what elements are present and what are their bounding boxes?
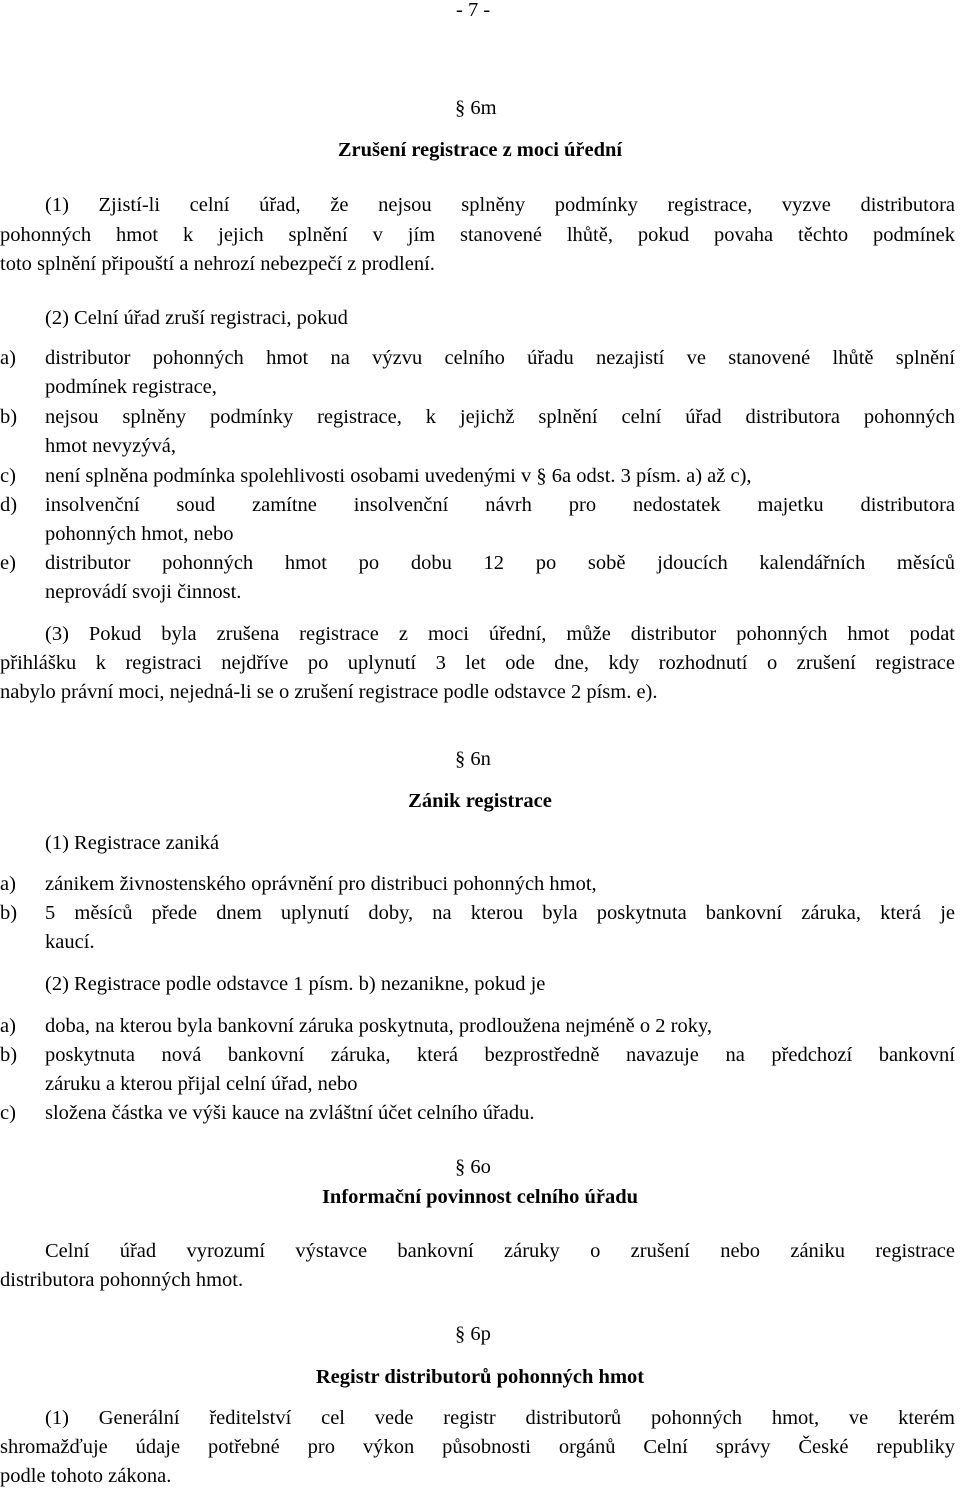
- list-item-text-cont: kaucí.: [45, 931, 95, 953]
- s6p-p-line1: (1) Generální ředitelství cel vede registr distributorů pohonných hmot, ve kterém: [45, 1407, 955, 1429]
- s6n-p2-intro: (2) Registrace podle odstavce 1 písm. b) nezanikne, pokud je: [45, 973, 546, 995]
- list-marker: a): [0, 347, 16, 369]
- list-item-text: doba, na kterou byla bankovní záruka poskytnuta, prodloužena nejméně o 2 roky,: [45, 1015, 713, 1037]
- list-item-text-cont: záruku a kterou přijal celní úřad, nebo: [45, 1073, 358, 1095]
- section-6m-heading: § 6m: [455, 97, 497, 119]
- s6p-p-line2: shromažďuje údaje potřebné pro výkon působnosti orgánů Celní správy České republiky: [0, 1436, 955, 1458]
- s6m-p1-line1: (1) Zjistí-li celní úřad, že nejsou splněny podmínky registrace, vyzve distributora: [45, 194, 955, 216]
- section-6n-title: Zánik registrace: [408, 790, 552, 812]
- s6o-p-line2: distributora pohonných hmot.: [0, 1269, 244, 1291]
- section-6p-title: Registr distributorů pohonných hmot: [315, 1366, 645, 1388]
- list-item-text-cont: neprovádí svoji činnost.: [45, 581, 242, 603]
- s6m-p2-intro: (2) Celní úřad zruší registraci, pokud: [45, 307, 348, 329]
- list-marker: a): [0, 1015, 16, 1037]
- s6o-p-line1: Celní úřad vyrozumí výstavce bankovní záruky o zrušení nebo zániku registrace: [45, 1240, 955, 1262]
- list-marker: a): [0, 873, 16, 895]
- s6m-p3-line2: přihlášku k registraci nejdříve po uplynutí 3 let ode dne, kdy rozhodnutí o zrušení registrace: [0, 652, 955, 674]
- list-marker: b): [0, 902, 18, 924]
- page-number: - 7 -: [456, 0, 491, 21]
- s6m-p3-line1: (3) Pokud byla zrušena registrace z moci úřední, může distributor pohonných hmot podat: [45, 623, 955, 645]
- list-item-text: insolvenční soud zamítne insolvenční návrh pro nedostatek majetku distributora: [45, 494, 955, 516]
- list-item-text-cont: podmínek registrace,: [45, 376, 217, 398]
- section-6n-heading: § 6n: [455, 748, 491, 770]
- list-item-text: 5 měsíců přede dnem uplynutí doby, na kterou byla poskytnuta bankovní záruka, která je: [45, 902, 955, 924]
- s6m-p1-line3: toto splnění připouští a nehrozí nebezpečí z prodlení.: [0, 253, 435, 275]
- list-item-text: distributor pohonných hmot po dobu 12 po sobě jdoucích kalendářních měsíců: [45, 552, 955, 574]
- list-marker: c): [0, 1102, 16, 1124]
- s6m-p3-line3: nabylo právní moci, nejedná-li se o zrušení registrace podle odstavce 2 písm. e).: [0, 681, 658, 703]
- list-item-text: zánikem živnostenského oprávnění pro distribuci pohonných hmot,: [45, 873, 597, 895]
- list-item-text-cont: pohonných hmot, nebo: [45, 523, 234, 545]
- s6m-p1-line2: pohonných hmot k jejich splnění v jím stanovené lhůtě, pokud povaha těchto podmínek: [0, 224, 955, 246]
- s6n-p1-intro: (1) Registrace zaniká: [45, 832, 220, 854]
- list-marker: c): [0, 465, 16, 487]
- list-item-text: poskytnuta nová bankovní záruka, která bezprostředně navazuje na předchozí bankovní: [45, 1044, 955, 1066]
- list-item-text: distributor pohonných hmot na výzvu celního úřadu nezajistí ve stanovené lhůtě splnění: [45, 347, 955, 369]
- section-6p-heading: § 6p: [455, 1323, 491, 1345]
- list-marker: e): [0, 552, 16, 574]
- list-marker: b): [0, 406, 18, 428]
- section-6m-title: Zrušení registrace z moci úřední: [337, 139, 623, 161]
- section-6o-title: Informační povinnost celního úřadu: [321, 1186, 639, 1208]
- s6p-p-line3: podle tohoto zákona.: [0, 1465, 172, 1487]
- list-item-text-cont: hmot nevyzývá,: [45, 435, 176, 457]
- list-marker: d): [0, 494, 18, 516]
- list-item-text: není splněna podmínka spolehlivosti osobami uvedenými v § 6a odst. 3 písm. a) až c),: [45, 465, 752, 487]
- list-marker: b): [0, 1044, 18, 1066]
- list-item-text: složena částka ve výši kauce na zvláštní účet celního úřadu.: [45, 1102, 535, 1124]
- section-6o-heading: § 6o: [455, 1156, 491, 1178]
- list-item-text: nejsou splněny podmínky registrace, k jejichž splnění celní úřad distributora pohonných: [45, 406, 955, 428]
